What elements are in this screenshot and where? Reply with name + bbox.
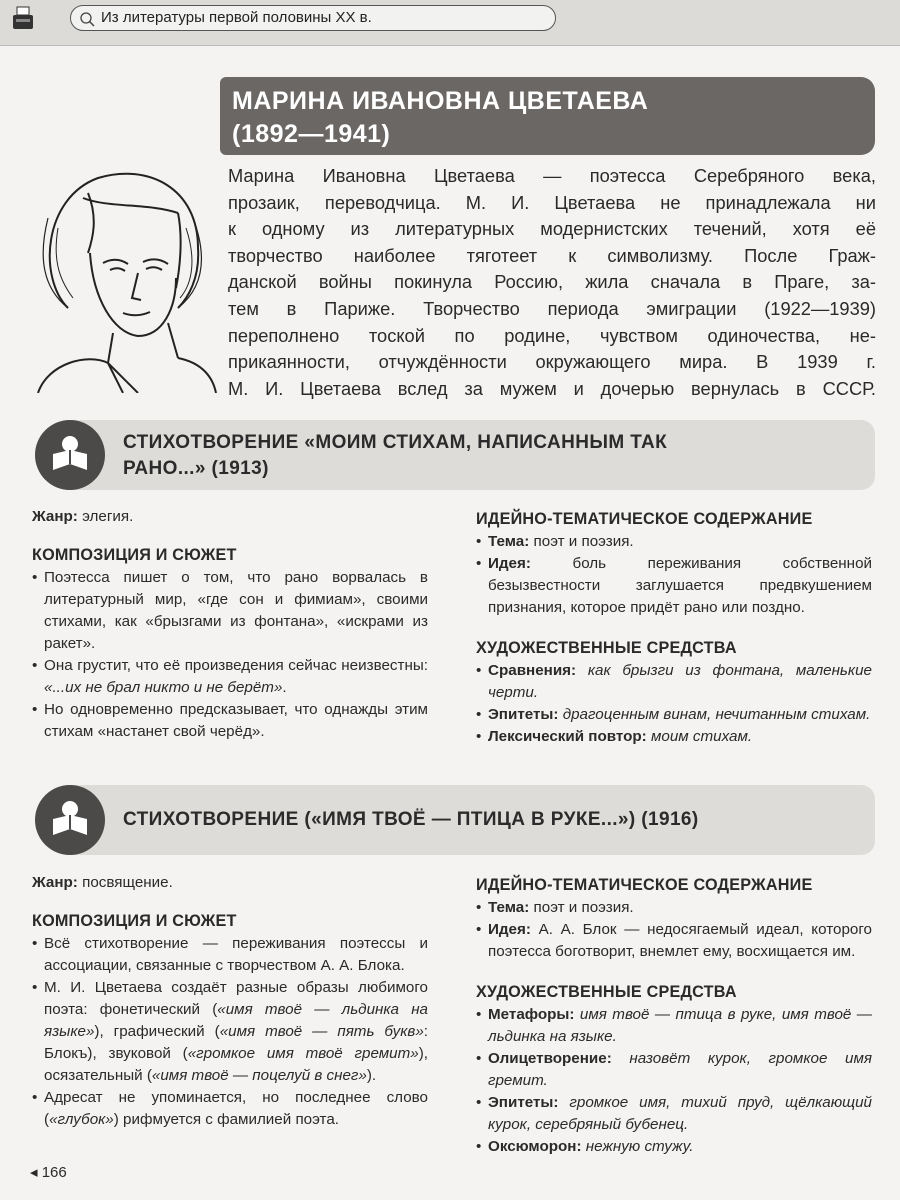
bio-line: прозаик, переводчица. М. И. Цветаева не принадлежала ни	[228, 191, 876, 213]
list-item: • Метафоры: имя твоё — птица в руке, имя твоё — льдинка на языке.	[476, 1004, 872, 1048]
list-item: • Тема: поэт и поэзия.	[476, 531, 872, 553]
bio-line: тем в Париже. Творчество периода эмиграции (1922—1939)	[228, 297, 876, 319]
list-item: • Сравнения: как брызги из фонтана, маленькие черти.	[476, 660, 872, 704]
genre-label: Жанр:	[32, 508, 78, 525]
reader-icon	[35, 785, 105, 855]
bio-line: М. И. Цветаева вслед за мужем и дочерью вернулась в СССР.	[228, 377, 876, 399]
section-title-pill	[70, 5, 556, 31]
reader-icon	[35, 420, 105, 490]
list-item: • Тема: поэт и поэзия.	[476, 897, 872, 919]
running-header	[0, 0, 900, 46]
poem1-title: СТИХОТВОРЕНИЕ «МОИМ СТИХАМ, НАПИСАННЫМ ТАК	[123, 432, 668, 453]
list-item: • Адресат не упоминается, но последнее слово («глубок») рифмуется с фамилией поэта.	[32, 1087, 428, 1131]
list-item: • Эпитеты: громкое имя, тихий пруд, щёлкающий курок, серебряный бубенец.	[476, 1092, 872, 1136]
poem1-heading	[35, 420, 875, 490]
bio-line: переполнено тоской по родине, чувством одиночества, не-	[228, 324, 876, 346]
author-title	[220, 77, 875, 155]
biography	[228, 163, 876, 402]
composition-heading: КОМПОЗИЦИЯ И СЮЖЕТ	[32, 912, 237, 930]
means-heading: ХУДОЖЕСТВЕННЫЕ СРЕДСТВА	[476, 983, 737, 1001]
poem1-right	[476, 496, 872, 748]
genre-value: элегия.	[82, 508, 134, 525]
author-portrait	[28, 158, 218, 393]
list-item: • Идея: боль переживания собственной безызвестности заглушается предвкушением признания, которое придёт рано или поздно.	[476, 553, 872, 619]
bio-line: данской войны покинула Россию, жила сначала в Праге, за-	[228, 271, 876, 293]
running-title: Из литературы первой половины XX в.	[101, 9, 372, 26]
poem2-right	[476, 862, 872, 1158]
author-name: МАРИНА ИВАНОВНА ЦВЕТАЕВА	[232, 87, 649, 115]
list-item: • Олицетворение: назовёт курок, громкое имя гремит.	[476, 1048, 872, 1092]
poem1-title-cont: РАНО...» (1913)	[123, 458, 269, 479]
poem2-heading	[35, 785, 875, 855]
idea-heading: ИДЕЙНО-ТЕМАТИЧЕСКОЕ СОДЕРЖАНИЕ	[476, 510, 813, 528]
arrow-left-icon: ◂	[30, 1164, 38, 1181]
list-item: • Поэтесса пишет о том, что рано ворвалась в литературный мир, «где сон и фимиам», своими стихами, как «брызгами из фонтана», «искрами из ракет».	[32, 567, 428, 655]
bio-line: к одному из литературных модернистских течений, хотя её	[228, 218, 876, 240]
composition-heading: КОМПОЗИЦИЯ И СЮЖЕТ	[32, 546, 237, 564]
page-number	[30, 1163, 67, 1181]
poem1-left	[32, 506, 428, 743]
idea-heading: ИДЕЙНО-ТЕМАТИЧЕСКОЕ СОДЕРЖАНИЕ	[476, 876, 813, 894]
list-item: • Всё стихотворение — переживания поэтессы и ассоциации, связанные с творчеством А. А. Блока.	[32, 933, 428, 977]
means-heading: ХУДОЖЕСТВЕННЫЕ СРЕДСТВА	[476, 639, 737, 657]
bio-line: Марина Ивановна Цветаева — поэтесса Серебряного века,	[228, 165, 876, 186]
list-item: • Лексический повтор: моим стихам.	[476, 726, 872, 748]
poem2-left	[32, 872, 428, 1131]
bio-line: творчество наиболее тяготеет к символизму. После Граж-	[228, 244, 876, 266]
bio-line: прикаянности, отчуждённости окружающего мира. В 1939 г.	[228, 351, 876, 373]
list-item: • Она грустит, что её произведения сейчас неизвестны: «...их не брал никто и не берёт».	[32, 655, 428, 699]
author-years: (1892—1941)	[232, 120, 391, 148]
magnifier-icon	[79, 11, 95, 27]
list-item: • Идея: А. А. Блок — недосягаемый идеал, которого поэтесса боготворит, внемлет ему, восхищается им.	[476, 919, 872, 963]
list-item: • Оксюморон: нежную стужу.	[476, 1136, 872, 1158]
poem2-title: СТИХОТВОРЕНИЕ («ИМЯ ТВОЁ — ПТИЦА В РУКЕ...») (1916)	[123, 809, 699, 830]
typewriter-icon	[12, 6, 34, 30]
genre-label: Жанр:	[32, 874, 78, 891]
list-item: • М. И. Цветаева создаёт разные образы любимого поэта: фонетический («имя твоё — льдинка на языке»), графический («имя твоё — пять букв»: Блокъ), звуковой («громкое имя твоё гремит»), осязательный («имя твоё — поцелуй в снег»).	[32, 977, 428, 1087]
list-item: • Но одновременно предсказывает, что однажды этим стихам «настанет свой черёд».	[32, 699, 428, 743]
genre-value: посвящение.	[82, 874, 173, 891]
list-item: • Эпитеты: драгоценным винам, нечитанным стихам.	[476, 704, 872, 726]
page-number-value: 166	[41, 1164, 67, 1181]
